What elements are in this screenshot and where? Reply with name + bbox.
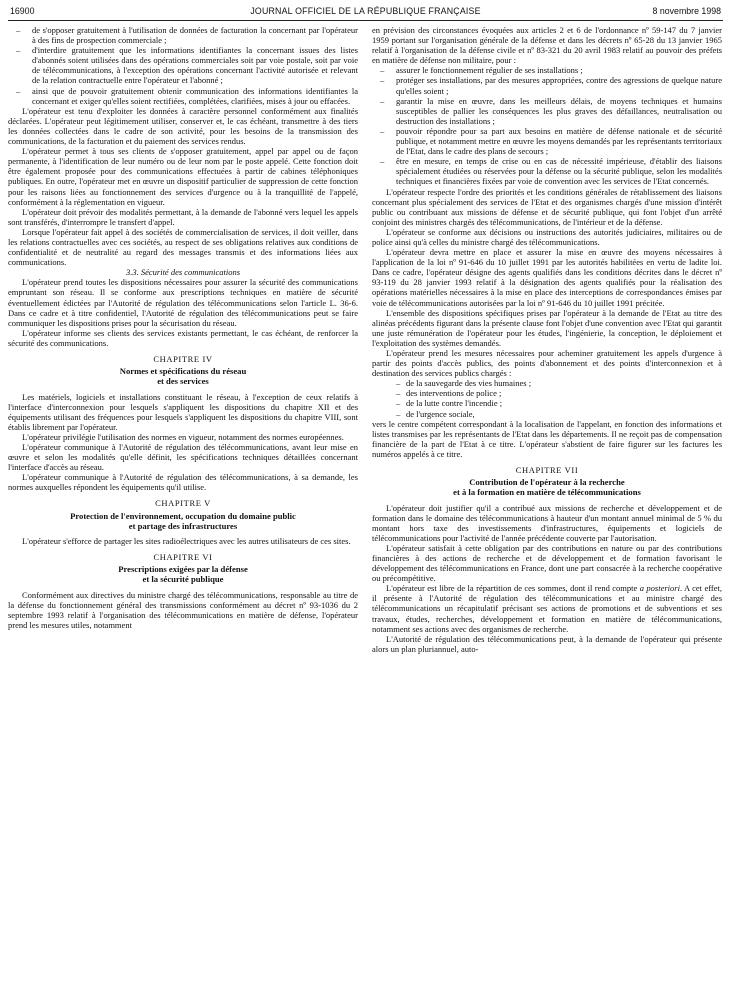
chapter-title-line: et la sécurité publique	[142, 574, 224, 585]
paragraph: L'opérateur prend les mesures nécessaires pour acheminer gratuitement les appels d'urgence à partir des points d'accès publics, des points d'abonnement et des points d'interconnexion et à destination des services publics chargés :	[372, 348, 722, 379]
paragraph: L'opérateur doit prévoir des modalités permettant, à la demande de l'abonné vers lequel les appels sont transférés, d'interrompre le transfert d'appel.	[8, 206, 358, 227]
paragraph: L'opérateur communique à l'Autorité de régulation des télécommunications, à sa demande, les normes auxquelles répondent les équipements qu'il utilise.	[8, 472, 358, 493]
chapter-title	[8, 564, 358, 584]
chapter-label: CHAPITRE VII	[515, 465, 579, 476]
paragraph: L'opérateur s'efforce de partager les sites radioélectriques avec les autres utilisateurs de ces sites.	[22, 535, 351, 546]
list-item: – garantir la mise en œuvre, dans les meilleurs délais, de moyens techniques et humains susceptibles de pallier les conséquences les plus graves des défaillances, neutralisation ou destruction des installations ;	[378, 96, 722, 126]
list-item: – protéger ses installations, par des mesures appropriées, contre des agressions de quelque nature qu'elles soient ;	[378, 75, 722, 95]
paragraph: vers le centre compétent correspondant à la localisation de l'appelant, en fonction des informations et listes transmises par les représentants de l'Etat dans les départements. Il ne reçoit pas de compensation financière de la part de l'Etat à ce titre. L'opérateur s'abstient de faire figurer sur les factures les numéros appelés à ce titre.	[372, 418, 722, 459]
list-item: – des interventions de police ;	[396, 388, 722, 398]
chapter-title-line: et des services	[157, 376, 209, 387]
list-item: – être en mesure, en temps de crise ou en cas de nécessité impérieuse, d'établir des liaisons spécialement étudiées ou réservées pour la défense ou la sécurité publique, selon les modalités techniques et financières fixées par voie de convention avec les services de l'Etat concernés.	[378, 156, 722, 186]
paragraph: L'ensemble des dispositions spécifiques prises par l'opérateur à la demande de l'Etat au titre des alinéas précédents figurant dans la présente clause font l'objet d'une convention avec l'Etat qui garantit une juste rémunération de l'opérateur pour les études, l'ingénierie, la conception, le déploiement et l'exploitation des systèmes demandés.	[372, 307, 722, 348]
chapter-title-line: Prescriptions exigées par la défense	[118, 564, 248, 575]
rights-list	[8, 25, 358, 106]
chapter-title	[8, 366, 358, 386]
list-item: – ainsi que de pouvoir gratuitement obtenir communication des informations identifiantes la concernant et exiger qu'elles soient rectifiées, complétées, clarifiées, mises à jour ou effacées.	[14, 86, 358, 106]
chapter-title-line: Normes et spécifications du réseau	[119, 366, 247, 377]
paragraph: L'opérateur est tenu d'exploiter les données à caractère personnel conformément aux finalités déclarées. L'opérateur peut légitimement utiliser, conserver et, le cas échéant, transmettre à des tiers les données collectées dans le cadre de son activité, pour les besoins de la transmission des communications, de la facturation et du paiement des services rendus.	[8, 105, 358, 147]
paragraph: L'opérateur permet à tous ses clients de s'opposer gratuitement, appel par appel ou de façon permanente, à l'identification de leur numéro ou de leur nom par le poste appelé. Cette fonction doit être également proposée pour des communications effectuées à partir de cabines téléphoniques publiques. En outre, l'opérateur met en œuvre un dispositif particulier de suppression de cette fonction pour les raisons liées au fonctionnement des services d'urgence ou à la tranquillité de l'appelé, conformément à la réglementation en vigueur.	[8, 146, 358, 207]
section-heading	[8, 267, 358, 277]
list-item: – d'interdire gratuitement que les informations identifiantes la concernant issues des listes d'abonnés soient utilisées dans des opérations commerciales soit par voie postale, soit par voie de télécommunications, à l'exception des opérations concernant l'activité autorisée et relevant de la relation contractuelle entre l'opérateur et l'abonné ;	[14, 45, 358, 85]
chapter-label: CHAPITRE IV	[153, 354, 213, 364]
journal-title: JOURNAL OFFICIEL DE LA RÉPUBLIQUE FRANÇAISE	[250, 6, 481, 16]
paragraph: L'opérateur se conforme aux décisions ou instructions des autorités judiciaires, militaires ou de police ainsi qu'à celles du ministre chargé des télécommunications.	[372, 226, 722, 247]
chapter-title	[372, 477, 722, 497]
text-run: . A cet effet, il présente à l'Autorité de régulation des télécommunications et au ministre chargé des télécommunications un récapitulatif précisant ses actions de promotions et de subventions et ses travaux, études, recherches, développement et formation en matière de télécommunications, notamment ses actions avec des organismes de recherche.	[372, 583, 722, 634]
text-run: L'opérateur est libre de la répartition de ces sommes, dont il rend compte	[386, 583, 640, 594]
paragraph	[372, 583, 722, 633]
list-item: – de la lutte contre l'incendie ;	[396, 398, 722, 408]
list-item: – de l'urgence sociale,	[396, 409, 722, 419]
left-column	[8, 25, 358, 654]
page-header	[8, 6, 723, 21]
paragraph: L'opérateur privilégie l'utilisation des normes en vigueur, notamment des normes européennes.	[22, 431, 344, 442]
paragraph: Conformément aux directives du ministre chargé des télécommunications, responsable au titre de la défense du fonctionnement général des transmissions conformément au décret nº 93-1036 du 2 septembre 1993 relatif à l'organisation des télécommunications en matière de défense, l'opérateur prend les mesures utiles, notamment	[8, 589, 358, 630]
defense-list	[372, 65, 722, 186]
paragraph: L'opérateur satisfait à cette obligation par des contributions en nature ou par des contributions financières à des actions de recherche et de développement et de formation favorisant le développement des télécommunications en France, dont une part consacrée à la recherche coopérative ou précompétitive.	[372, 542, 722, 584]
chapter-title-line: et partage des infrastructures	[128, 520, 238, 531]
paragraph: L'opérateur respecte l'ordre des priorités et les conditions générales de rétablissement des liaisons concernant plus spécialement des services de l'Etat et des organismes chargés d'une mission d'intérêt public ou contribuant aux missions de défense et de sécurité publique, qui font l'objet d'un arrêté conjoint des ministres chargés des télécommunications, de l'intérieur et de la défense.	[372, 186, 722, 227]
list-item: – assurer le fonctionnement régulier de ses installations ;	[378, 65, 722, 75]
chapter-label: CHAPITRE VI	[153, 552, 213, 563]
paragraph: Lorsque l'opérateur fait appel à des sociétés de commercialisation de services, il doit veiller, dans les relations contractuelles avec ces sociétés, au respect de ses obligations relatives aux conditions de confidentialité et de neutralité au regard des messages transmis et des informations liées aux communications.	[8, 226, 358, 268]
emergency-services-list	[372, 378, 722, 418]
list-item: – pouvoir répondre pour sa part aux besoins en matière de défense nationale et de sécurité publique, et notamment mettre en œuvre les moyens demandés par les représentants territoriaux de l'Etat, dans le cadre des plans de secours ;	[378, 126, 722, 156]
page-number: 16900	[10, 6, 35, 16]
paragraph: L'opérateur doit justifier qu'il a contribué aux missions de recherche et développement et de formation dans le domaine des télécommunications à hauteur d'un montant annuel minimal de 5 % du montant hors taxe des investissements d'infrastructures, équipements et logiciels de télécommunications pour l'activité de l'année précédente couverte par l'autorisation.	[372, 502, 722, 543]
paragraph: L'opérateur prend toutes les dispositions nécessaires pour assurer la sécurité des communications empruntant son réseau. Il se conforme aux prescriptions techniques en matière de sécurité éventuellement édictées par l'Autorité de régulation des télécommunications selon l'article L. 36-6. Dans ce cadre et à titre confidentiel, l'Autorité de régulation des télécommunications peut se faire communiquer les dispositions prises pour la sécurisation du réseau.	[8, 277, 358, 328]
right-column	[372, 25, 722, 654]
paragraph: L'Autorité de régulation des télécommunications peut, à la demande de l'opérateur qui présente alors un plan pluriannuel, auto-	[372, 633, 722, 654]
list-item: – de la sauvegarde des vies humaines ;	[396, 378, 722, 388]
paragraph: L'opérateur informe ses clients des services existants permettant, le cas échéant, de renforcer la sécurité des communications.	[8, 327, 358, 348]
publication-date: 8 novembre 1998	[652, 6, 721, 16]
italic-term: a posteriori	[639, 583, 680, 594]
chapter-title-line: Protection de l'environnement, occupation du domaine public	[70, 510, 296, 521]
list-item: – de s'opposer gratuitement à l'utilisation de données de facturation la concernant par l'opérateur à des fins de prospection commerciale ;	[14, 25, 358, 45]
chapter-title	[8, 511, 358, 531]
paragraph: L'opérateur devra mettre en place et assurer la mise en œuvre des moyens nécessaires à l'application de la loi nº 91-646 du 10 juillet 1991 par les autorités habilitées en vertu de ladite loi. Dans ce cadre, l'opérateur désigne des agents qualifiés dans les conditions décrites dans le décret nº 93-119 du 28 janvier 1993 relatif à la désignation des agents qualifiés pour la réalisation des opérations matérielles nécessaires à la mise en place des interceptions de correspondances émises par voie de télécommunications autorisées par la loi nº 91-646 du 10 juillet 1991 précitée.	[372, 247, 722, 308]
section-title: Sécurité des communications	[140, 267, 241, 278]
paragraph: L'opérateur communique à l'Autorité de régulation des télécommunications, avant leur mise en œuvre et selon les modalités qu'elle définit, les spécifications techniques détaillées concernant l'interface d'accès au réseau.	[8, 441, 358, 473]
chapter-label: CHAPITRE V	[155, 498, 211, 509]
paragraph: Les matériels, logiciels et installations constituant le réseau, à l'exception de ceux relatifs à l'interface d'interconnexion pour lesquels s'appliquent les dispositions du chapitre XII et des équipements utilisant des fréquences pour lesquels s'appliquent les dispositions du chapitre VIII, sont établis librement par l'opérateur.	[8, 391, 358, 432]
chapter-title-line: et à la formation en matière de télécommunications	[453, 487, 641, 498]
section-number: 3.3.	[125, 267, 139, 278]
paragraph: en prévision des circonstances évoquées aux articles 2 et 6 de l'ordonnance nº 59-147 du 7 janvier 1959 portant sur l'organisation générale de la défense et dans les décrets nº 65-28 du 13 janvier 1965 relatif à l'organisation de la défense civile et nº 83-321 du 20 avril 1983 relatif au pouvoir des préfets en matière de défense non militaire, pour :	[372, 25, 722, 66]
chapter-title-line: Contribution de l'opérateur à la recherche	[469, 477, 625, 488]
